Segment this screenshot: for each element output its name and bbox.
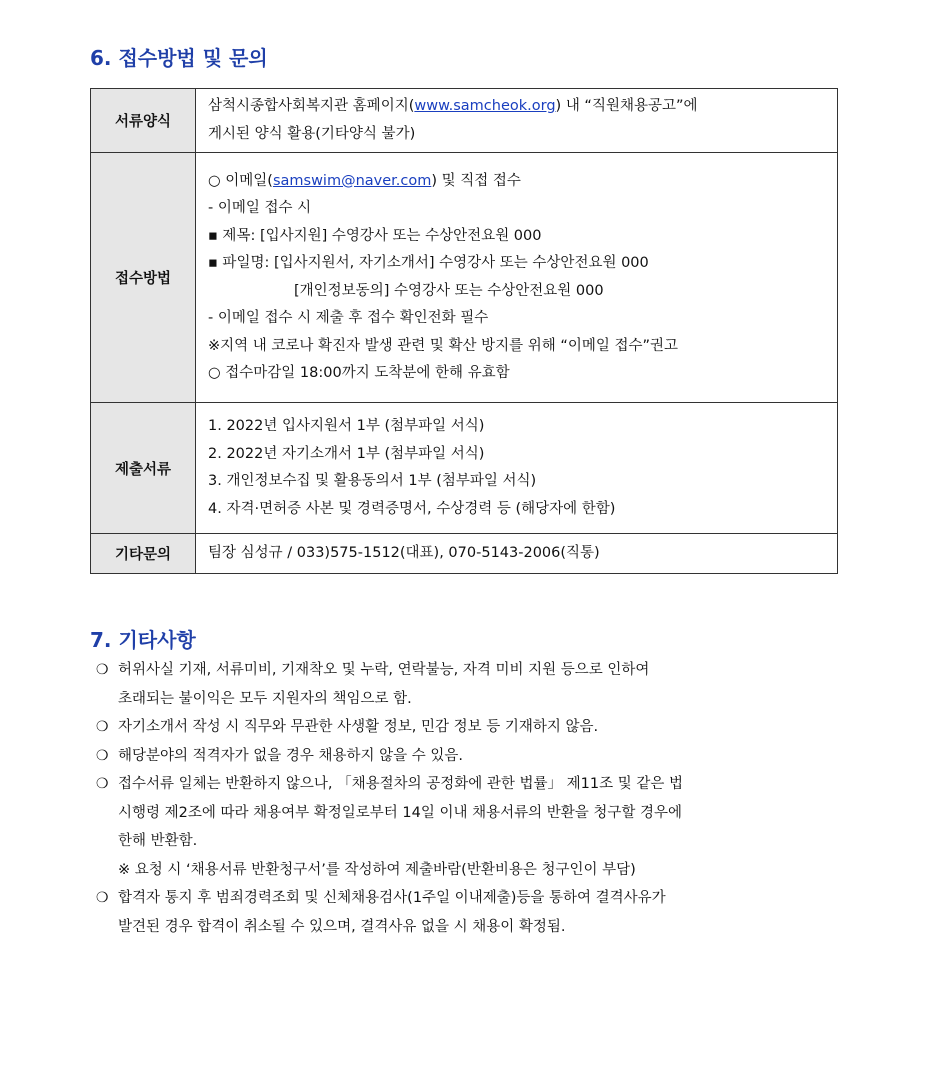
content-form (196, 89, 838, 153)
note-line: 합격자 통지 후 범죄경력조회 및 신체채용검사(1주일 이내제출)등을 통하여 결격사유가 (118, 890, 666, 906)
note-line: 허위사실 기재, 서류미비, 기재착오 및 누락, 연락불능, 자격 미비 지원 등으로 인하여 (118, 662, 650, 678)
list-item (96, 713, 841, 742)
list-item (96, 884, 841, 941)
method-line-3: ▪ 제목: [입사지원] 수영강사 또는 수상안전요원 000 (208, 227, 542, 244)
method-line-7: ※지역 내 코로나 확진자 발생 관련 및 확산 방지를 위해 “이메일 접수”권고 (208, 337, 679, 354)
note-line: ※ 요청 시 ‘채용서류 반환청구서’를 작성하여 제출바람(반환비용은 청구인이 부담) (118, 861, 636, 878)
table-row-method (91, 153, 838, 403)
label-inquiry: 기타문의 (91, 534, 196, 574)
form-line-1-pre: 삼척시종합사회복지관 홈페이지( (208, 98, 415, 114)
method-line-1 (208, 168, 825, 196)
section-6-title: 6. 접수방법 및 문의 (90, 46, 268, 70)
document-item: 4. 자격·면허증 사본 및 경력증명서, 수상경력 등 (해당자에 한함) (208, 500, 616, 517)
list-item (96, 656, 841, 713)
other-notes-list (96, 656, 841, 941)
method-line-5: [개인정보동의] 수영강사 또는 수상안전요원 000 (294, 282, 604, 299)
circle-bullet-icon: ❍ (96, 747, 109, 764)
document-item: 2. 2022년 자기소개서 1부 (첨부파일 서식) (208, 445, 485, 462)
note-line: 발견된 경우 합격이 취소될 수 있으며, 결격사유 없을 시 채용이 확정됨. (118, 918, 566, 935)
note-line: 시행령 제2조에 따라 채용여부 확정일로부터 14일 이내 채용서류의 반환을 청구할 경우에 (118, 804, 683, 821)
table-row-form (91, 89, 838, 153)
method-line-6: - 이메일 접수 시 제출 후 접수 확인전화 필수 (208, 310, 489, 326)
inquiry-text: 팀장 심성규 / 033)575-1512(대표), 070-5143-2006(직통) (208, 544, 600, 561)
note-line: 자기소개서 작성 시 직무와 무관한 사생활 정보, 민감 정보 등 기재하지 않음. (118, 719, 599, 735)
list-item (96, 742, 841, 771)
table-row-documents (91, 403, 838, 534)
method-line-1-pre: ○ 이메일( (208, 172, 273, 189)
method-line-8: ○ 접수마감일 18:00까지 도착분에 한해 유효함 (208, 365, 510, 381)
section-7-title: 7. 기타사항 (90, 628, 196, 652)
content-documents (196, 403, 838, 534)
homepage-link[interactable]: www.samcheok.org (414, 98, 556, 114)
circle-bullet-icon: ❍ (96, 719, 109, 735)
circle-bullet-icon: ❍ (96, 776, 109, 792)
note-line: 접수서류 일체는 반환하지 않으나, 「채용절차의 공정화에 관한 법률」 제11조 및 같은 법 (118, 776, 683, 792)
form-line-2: 게시된 양식 활용(기타양식 불가) (208, 125, 416, 142)
table-row-inquiry (91, 534, 838, 574)
label-documents: 제출서류 (91, 403, 196, 534)
method-line-1-post: ) 및 직접 접수 (431, 172, 521, 189)
form-line-1 (208, 93, 825, 121)
form-line-1-post: ) 내 “직원채용공고”에 (555, 98, 698, 114)
application-info-table (90, 88, 838, 574)
document-item: 3. 개인정보수집 및 활용동의서 1부 (첨부파일 서식) (208, 473, 537, 489)
circle-bullet-icon: ❍ (96, 662, 109, 678)
document-item: 1. 2022년 입사지원서 1부 (첨부파일 서식) (208, 418, 485, 434)
list-item (96, 770, 841, 884)
method-line-4: ▪ 파일명: [입사지원서, 자기소개서] 수영강사 또는 수상안전요원 000 (208, 255, 649, 271)
label-method: 접수방법 (91, 153, 196, 403)
note-line: 해당분야의 적격자가 없을 경우 채용하지 않을 수 있음. (118, 747, 464, 764)
content-inquiry (196, 534, 838, 574)
content-method (196, 153, 838, 403)
note-line: 초래되는 불이익은 모두 지원자의 책임으로 함. (118, 690, 412, 707)
method-line-2: - 이메일 접수 시 (208, 200, 312, 216)
email-link[interactable]: samswim@naver.com (272, 172, 432, 189)
circle-bullet-icon: ❍ (96, 890, 109, 906)
note-line: 한해 반환함. (118, 833, 198, 849)
label-form: 서류양식 (91, 89, 196, 153)
